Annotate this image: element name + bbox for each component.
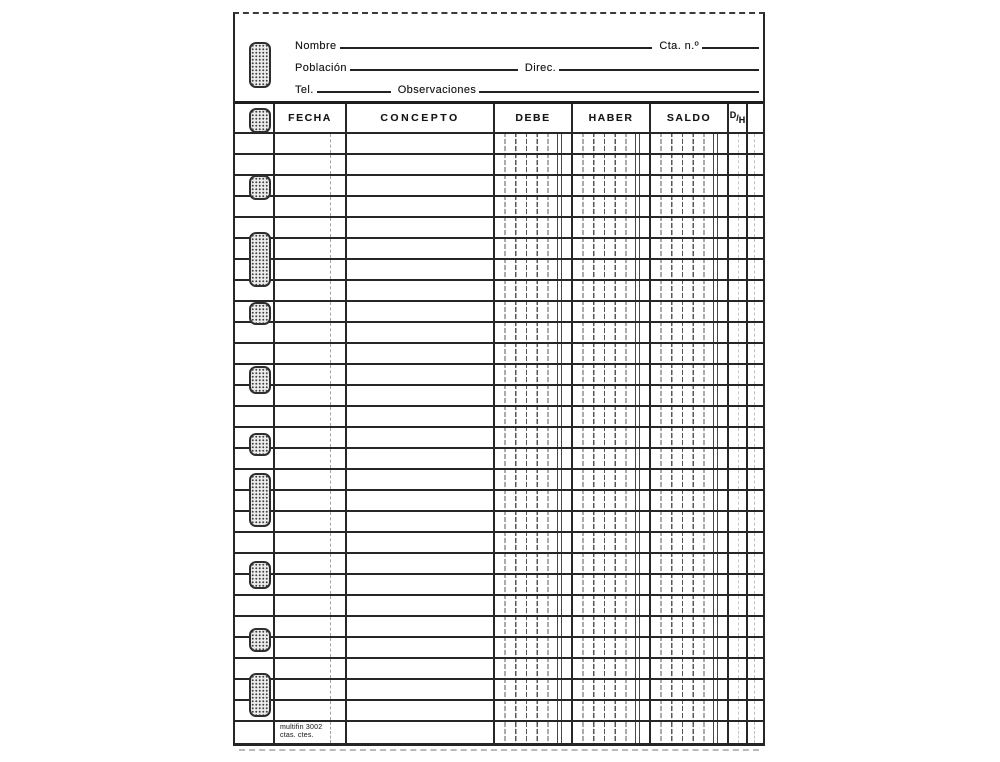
cell-saldo	[651, 596, 729, 615]
cell-saldo	[651, 617, 729, 636]
table-row	[235, 680, 763, 701]
cell-dh	[729, 533, 748, 552]
cell-concepto	[347, 638, 495, 657]
cell-extra	[748, 596, 763, 615]
cell-saldo	[651, 554, 729, 573]
cell-extra	[748, 533, 763, 552]
table-row	[235, 407, 763, 428]
cell-haber	[573, 197, 651, 216]
cell-dh	[729, 302, 748, 321]
cell-haber	[573, 680, 651, 699]
cell-saldo	[651, 449, 729, 468]
cell-concepto	[347, 533, 495, 552]
cell-concepto	[347, 239, 495, 258]
cell-saldo	[651, 344, 729, 363]
cell-extra	[748, 470, 763, 489]
cell-holes	[235, 596, 275, 615]
cell-debe	[495, 428, 573, 447]
cell-debe	[495, 323, 573, 342]
imprint-line1: multifin 3002	[280, 724, 323, 731]
cell-fecha	[275, 596, 347, 615]
cta-label: Cta. n.º	[659, 40, 699, 52]
cell-fecha	[275, 701, 347, 720]
cell-extra	[748, 491, 763, 510]
cell-haber	[573, 155, 651, 174]
cell-extra	[748, 512, 763, 531]
cell-saldo	[651, 722, 729, 743]
cell-debe	[495, 239, 573, 258]
cell-concepto	[347, 659, 495, 678]
cell-haber	[573, 722, 651, 743]
header-cell-extra	[748, 104, 763, 132]
table-row	[235, 386, 763, 407]
cell-haber	[573, 176, 651, 195]
cell-concepto	[347, 323, 495, 342]
cell-concepto	[347, 617, 495, 636]
cell-dh	[729, 344, 748, 363]
cell-saldo	[651, 701, 729, 720]
cell-concepto	[347, 155, 495, 174]
cell-extra	[748, 617, 763, 636]
cell-saldo	[651, 197, 729, 216]
table-row	[235, 470, 763, 491]
cell-extra	[748, 323, 763, 342]
cell-concepto	[347, 428, 495, 447]
cell-concepto	[347, 218, 495, 237]
cell-extra	[748, 407, 763, 426]
binder-hole-icon	[249, 561, 271, 589]
cell-concepto	[347, 722, 495, 743]
cell-extra	[748, 575, 763, 594]
cell-fecha	[275, 323, 347, 342]
cell-dh	[729, 218, 748, 237]
cell-dh	[729, 470, 748, 489]
cell-extra	[748, 260, 763, 279]
cell-dh	[729, 575, 748, 594]
cell-debe	[495, 659, 573, 678]
cell-concepto	[347, 512, 495, 531]
table-row	[235, 323, 763, 344]
cell-dh	[729, 260, 748, 279]
cell-debe	[495, 302, 573, 321]
table-row	[235, 596, 763, 617]
cell-haber	[573, 470, 651, 489]
dh-bottom: H	[738, 115, 746, 125]
cell-haber	[573, 533, 651, 552]
binder-hole-icon	[249, 673, 271, 717]
cell-haber	[573, 386, 651, 405]
cell-fecha	[275, 680, 347, 699]
table-row	[235, 617, 763, 638]
cell-fecha	[275, 155, 347, 174]
cell-concepto	[347, 260, 495, 279]
cell-holes	[235, 134, 275, 153]
cell-concepto	[347, 281, 495, 300]
binder-hole-icon	[249, 366, 271, 394]
cell-debe	[495, 701, 573, 720]
cell-dh	[729, 365, 748, 384]
cell-debe	[495, 155, 573, 174]
cell-saldo	[651, 176, 729, 195]
table-row	[235, 281, 763, 302]
poblacion-label: Población	[295, 62, 347, 74]
tel-label: Tel.	[295, 84, 314, 96]
cell-dh	[729, 638, 748, 657]
table-row	[235, 197, 763, 218]
cell-fecha	[275, 176, 347, 195]
cell-saldo	[651, 638, 729, 657]
cell-haber	[573, 365, 651, 384]
dh-glyph	[729, 110, 746, 125]
cell-concepto	[347, 554, 495, 573]
cell-saldo	[651, 680, 729, 699]
cell-dh	[729, 596, 748, 615]
cell-extra	[748, 365, 763, 384]
table-row	[235, 218, 763, 239]
cell-extra	[748, 428, 763, 447]
cell-concepto	[347, 302, 495, 321]
cell-dh	[729, 512, 748, 531]
cell-fecha	[275, 407, 347, 426]
cell-concepto	[347, 449, 495, 468]
cell-saldo	[651, 386, 729, 405]
cell-haber	[573, 239, 651, 258]
observaciones-label: Observaciones	[397, 84, 477, 96]
cell-fecha	[275, 365, 347, 384]
cell-concepto	[347, 176, 495, 195]
table-row	[235, 659, 763, 680]
cell-dh	[729, 407, 748, 426]
cell-extra	[748, 449, 763, 468]
cell-fecha	[275, 512, 347, 531]
cell-saldo	[651, 239, 729, 258]
cell-debe	[495, 680, 573, 699]
header-cell-debe: DEBE	[495, 104, 573, 132]
nombre-label: Nombre	[295, 40, 337, 52]
nombre-write-line	[340, 37, 653, 49]
cell-extra	[748, 155, 763, 174]
cell-concepto	[347, 491, 495, 510]
cell-fecha	[275, 281, 347, 300]
cell-haber	[573, 638, 651, 657]
cell-extra	[748, 134, 763, 153]
cell-debe	[495, 617, 573, 636]
cell-fecha	[275, 638, 347, 657]
cell-saldo	[651, 428, 729, 447]
cell-debe	[495, 575, 573, 594]
cell-debe	[495, 365, 573, 384]
table-row	[235, 239, 763, 260]
cell-fecha	[275, 428, 347, 447]
cell-debe	[495, 722, 573, 743]
cell-saldo	[651, 470, 729, 489]
cell-extra	[748, 659, 763, 678]
cell-dh	[729, 491, 748, 510]
binder-hole-icon	[249, 232, 271, 287]
cell-fecha	[275, 449, 347, 468]
observaciones-write-line	[479, 81, 759, 93]
cell-dh	[729, 386, 748, 405]
table-row	[235, 344, 763, 365]
table-row	[235, 134, 763, 155]
cell-extra	[748, 386, 763, 405]
cell-concepto	[347, 386, 495, 405]
cell-debe	[495, 197, 573, 216]
cell-dh	[729, 554, 748, 573]
header-fields	[235, 14, 763, 101]
cell-concepto	[347, 344, 495, 363]
cell-haber	[573, 281, 651, 300]
cell-dh	[729, 197, 748, 216]
cell-debe	[495, 596, 573, 615]
table-header-row	[235, 101, 763, 134]
header-line-nombre	[295, 30, 759, 52]
cell-debe	[495, 554, 573, 573]
header-cell-concepto: CONCEPTO	[347, 104, 495, 132]
cell-dh	[729, 134, 748, 153]
table-row	[235, 491, 763, 512]
table-row	[235, 554, 763, 575]
cell-dh	[729, 176, 748, 195]
cell-extra	[748, 722, 763, 743]
cell-haber	[573, 260, 651, 279]
binder-hole-icon	[249, 628, 271, 652]
table-row	[235, 365, 763, 386]
cell-saldo	[651, 512, 729, 531]
dh-top: D	[729, 110, 737, 120]
cell-haber	[573, 701, 651, 720]
cell-extra	[748, 638, 763, 657]
cell-saldo	[651, 260, 729, 279]
table-row	[235, 449, 763, 470]
cell-haber	[573, 575, 651, 594]
cell-debe	[495, 386, 573, 405]
cell-saldo	[651, 533, 729, 552]
cell-dh	[729, 680, 748, 699]
cell-debe	[495, 134, 573, 153]
imprint-line2: ctas. ctes.	[280, 732, 314, 739]
cell-debe	[495, 491, 573, 510]
cell-concepto	[347, 575, 495, 594]
cell-saldo	[651, 155, 729, 174]
cell-debe	[495, 218, 573, 237]
cell-extra	[748, 701, 763, 720]
cell-extra	[748, 281, 763, 300]
cell-haber	[573, 323, 651, 342]
cell-debe	[495, 470, 573, 489]
ledger-sheet	[233, 12, 765, 746]
imprint-text	[275, 722, 345, 740]
poblacion-write-line	[350, 59, 518, 71]
cell-fecha	[275, 491, 347, 510]
cell-fecha	[275, 575, 347, 594]
cell-concepto	[347, 407, 495, 426]
cell-haber	[573, 596, 651, 615]
table-row	[235, 512, 763, 533]
cta-write-line	[702, 37, 759, 49]
table-row	[235, 176, 763, 197]
table-body	[235, 134, 763, 722]
binder-hole-icon	[249, 433, 271, 456]
cell-dh	[729, 428, 748, 447]
cell-debe	[495, 281, 573, 300]
cell-extra	[748, 344, 763, 363]
cell-saldo	[651, 218, 729, 237]
dh-slash: /	[736, 113, 739, 123]
cell-holes	[235, 155, 275, 174]
cell-extra	[748, 176, 763, 195]
cell-extra	[748, 239, 763, 258]
cell-fecha	[275, 659, 347, 678]
cell-saldo	[651, 302, 729, 321]
cell-dh	[729, 281, 748, 300]
cell-saldo	[651, 281, 729, 300]
footer-imprint-cell	[275, 722, 347, 743]
cell-concepto	[347, 134, 495, 153]
cell-fecha	[275, 134, 347, 153]
cell-extra	[748, 218, 763, 237]
cell-fecha	[275, 554, 347, 573]
cell-holes	[235, 533, 275, 552]
tel-write-line	[317, 81, 391, 93]
cell-saldo	[651, 575, 729, 594]
cell-haber	[573, 554, 651, 573]
cell-holes	[235, 344, 275, 363]
cell-extra	[748, 197, 763, 216]
table-row	[235, 575, 763, 596]
cell-haber	[573, 302, 651, 321]
cell-debe	[495, 407, 573, 426]
cell-fecha	[275, 533, 347, 552]
cell-saldo	[651, 365, 729, 384]
cell-debe	[495, 176, 573, 195]
cell-haber	[573, 344, 651, 363]
binder-hole-icon	[249, 175, 271, 200]
cell-fecha	[275, 197, 347, 216]
cell-dh	[729, 617, 748, 636]
cell-fecha	[275, 218, 347, 237]
cell-extra	[748, 554, 763, 573]
header-cell-fecha: FECHA	[275, 104, 347, 132]
cell-debe	[495, 344, 573, 363]
cell-haber	[573, 512, 651, 531]
direc-write-line	[559, 59, 759, 71]
table-row	[235, 155, 763, 176]
table-row	[235, 701, 763, 722]
cell-holes	[235, 407, 275, 426]
cell-dh	[729, 239, 748, 258]
cell-debe	[495, 512, 573, 531]
cell-haber	[573, 407, 651, 426]
cell-saldo	[651, 407, 729, 426]
cell-haber	[573, 218, 651, 237]
cell-concepto	[347, 596, 495, 615]
cell-dh	[729, 155, 748, 174]
header-cell-dh	[729, 104, 748, 132]
cell-haber	[573, 659, 651, 678]
direc-label: Direc.	[524, 62, 557, 74]
binder-hole-icon	[249, 302, 271, 325]
cell-saldo	[651, 491, 729, 510]
cell-concepto	[347, 365, 495, 384]
binder-hole-icon	[249, 108, 271, 133]
cell-fecha	[275, 617, 347, 636]
cell-saldo	[651, 323, 729, 342]
cell-debe	[495, 638, 573, 657]
binder-hole-icon	[249, 42, 271, 88]
cell-fecha	[275, 239, 347, 258]
cell-saldo	[651, 659, 729, 678]
cell-concepto	[347, 680, 495, 699]
cell-debe	[495, 260, 573, 279]
cell-concepto	[347, 701, 495, 720]
header-cell-haber: HABER	[573, 104, 651, 132]
table-row	[235, 533, 763, 554]
cell-fecha	[275, 470, 347, 489]
binder-hole-icon	[249, 473, 271, 527]
table-row	[235, 428, 763, 449]
cell-debe	[495, 449, 573, 468]
cell-concepto	[347, 197, 495, 216]
cell-extra	[748, 302, 763, 321]
header-cell-saldo: SALDO	[651, 104, 729, 132]
table-row	[235, 260, 763, 281]
header-line-poblacion	[295, 52, 759, 74]
cell-dh	[729, 659, 748, 678]
cell-holes	[235, 722, 275, 743]
header-line-tel	[295, 74, 759, 96]
cell-fecha	[275, 386, 347, 405]
cell-haber	[573, 491, 651, 510]
cell-fecha	[275, 302, 347, 321]
cell-fecha	[275, 260, 347, 279]
cell-dh	[729, 323, 748, 342]
cell-fecha	[275, 344, 347, 363]
cell-saldo	[651, 134, 729, 153]
cell-debe	[495, 533, 573, 552]
cell-haber	[573, 134, 651, 153]
cell-concepto	[347, 470, 495, 489]
cell-haber	[573, 617, 651, 636]
cell-dh	[729, 449, 748, 468]
table-row	[235, 638, 763, 659]
cell-dh	[729, 701, 748, 720]
cell-holes	[235, 323, 275, 342]
cell-haber	[573, 449, 651, 468]
cell-extra	[748, 680, 763, 699]
cell-dh	[729, 722, 748, 743]
table-footer-row	[235, 722, 763, 743]
cell-haber	[573, 428, 651, 447]
table-row	[235, 302, 763, 323]
